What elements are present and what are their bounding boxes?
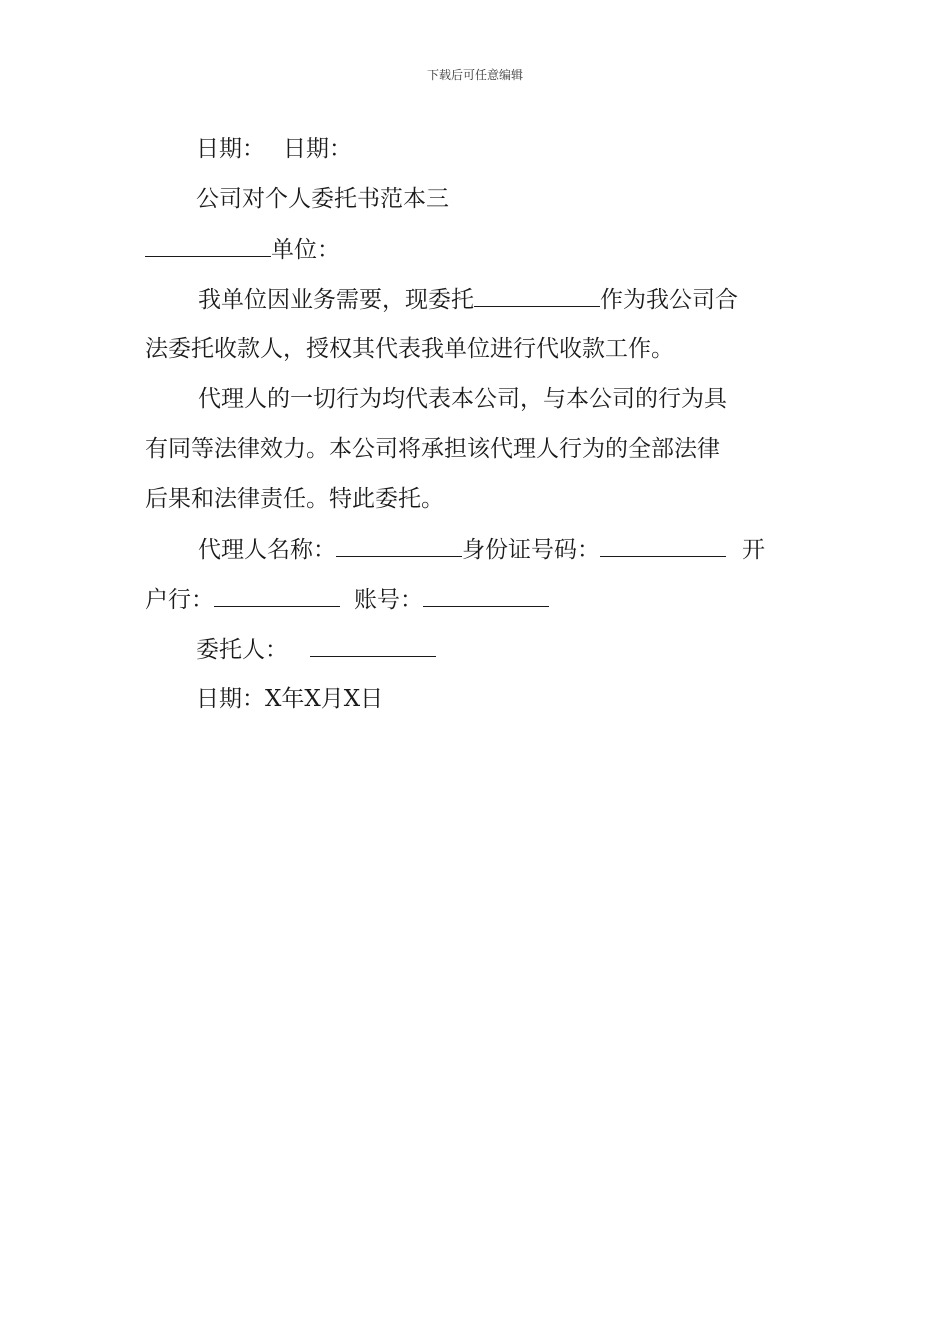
account-label: 账号：	[354, 587, 423, 613]
section-title: 公司对个人委托书范本三	[196, 186, 449, 212]
id-number-label: 身份证号码：	[462, 537, 600, 563]
agent-name-label: 代理人名称：	[198, 537, 336, 563]
final-date: 日期：X年X月X日	[196, 686, 384, 712]
date-label-2: 日期：	[283, 136, 352, 162]
account-blank[interactable]	[423, 584, 549, 607]
paragraph2-line1: 代理人的一切行为均代表本公司，与本公司的行为具	[198, 386, 727, 412]
page-header: 下载后可任意编辑	[426, 68, 523, 82]
paragraph1-text-b: 作为我公司合	[600, 287, 738, 313]
date-line	[196, 134, 352, 164]
agent-info-line1	[198, 534, 765, 565]
principal-line	[196, 634, 436, 665]
date-label-1: 日期：	[196, 136, 265, 162]
agent-name-blank[interactable]	[336, 534, 462, 557]
bank-label-part1: 开	[742, 537, 765, 563]
paragraph1-text-a: 我单位因业务需要，现委托	[198, 287, 474, 313]
paragraph2-line2: 有同等法律效力。本公司将承担该代理人行为的全部法律	[145, 436, 720, 462]
agent-info-line2	[145, 584, 549, 615]
bank-label-part2: 户行：	[145, 587, 214, 613]
trustee-blank[interactable]	[474, 284, 600, 307]
recipient-blank[interactable]	[145, 234, 271, 257]
principal-label: 委托人：	[196, 637, 288, 663]
recipient-suffix: 单位：	[271, 237, 340, 263]
recipient-line	[145, 234, 340, 265]
principal-blank[interactable]	[310, 634, 436, 657]
id-number-blank[interactable]	[600, 534, 726, 557]
paragraph2-line3: 后果和法律责任。特此委托。	[145, 486, 444, 512]
bank-blank[interactable]	[214, 584, 340, 607]
paragraph1-line2: 法委托收款人，授权其代表我单位进行代收款工作。	[145, 336, 674, 362]
paragraph1-line1	[198, 284, 738, 315]
